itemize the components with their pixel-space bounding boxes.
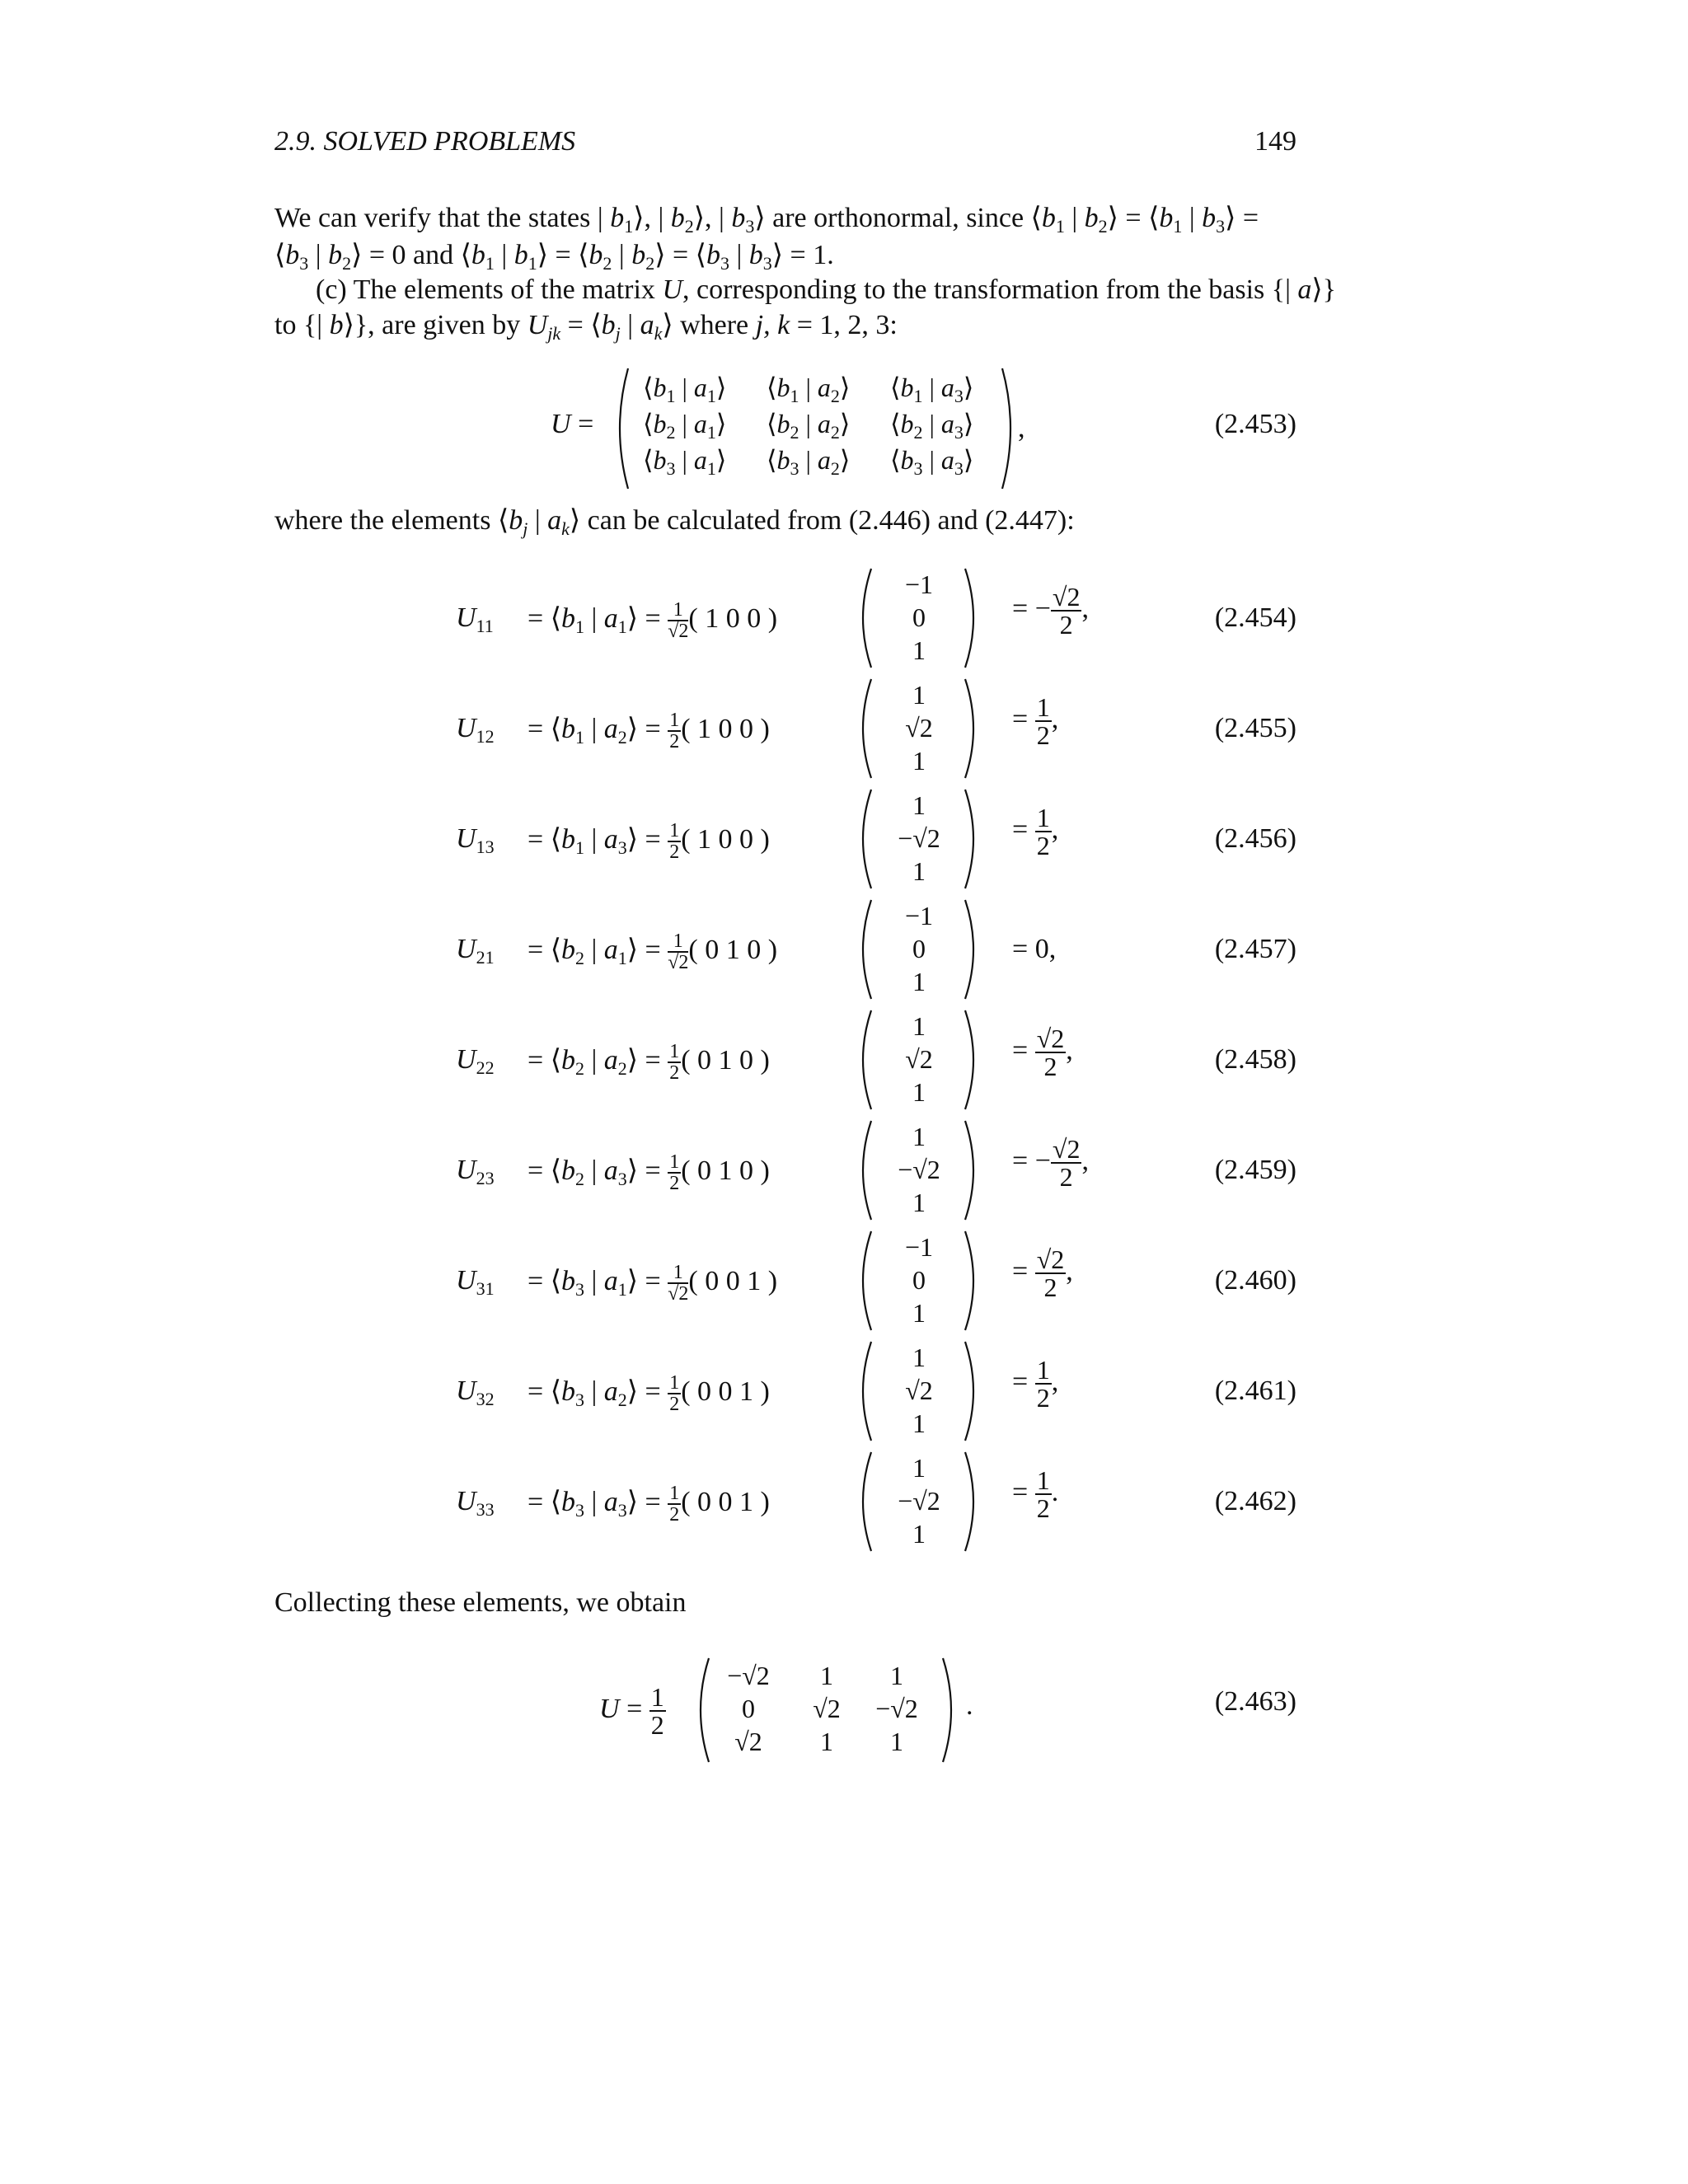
fraction: $\frac{√2}{2}$ [1036,1024,1065,1081]
coefficient: $\frac{1}{√2}$ [668,930,689,973]
matrix-cell: 1 [890,1661,903,1690]
paragraph-part-c: (c) The elements of the matrix U, corresponding to the transformation from the basis {| a⟩} [316,274,1336,305]
matrix-cell: 1 [820,1661,833,1690]
row-vector: ( 0 1 0 ) [688,934,778,965]
element-result: = − $\frac{√2}{2}$ , [1012,1134,1089,1192]
left-paren [853,1009,874,1111]
element-lhs: = $⟨b_2$ | $a_2⟩$ = $\frac{1}{2}$ ( 0 1 0 ) [528,1041,770,1084]
right-paren [962,677,983,780]
vector-entry: 1 [912,1011,926,1041]
element-result: = $\frac{√2}{2}$ , [1012,1244,1073,1302]
element-result: = $\frac{1}{2}$ , [1012,803,1059,860]
fraction: $\frac{√2}{2}$ [1052,1134,1081,1192]
column-vector [853,898,985,1001]
vector-entry: 1 [912,1519,926,1549]
equation-number: (2.454) [1214,602,1296,633]
element-lhs: = $⟨b_1$ | $a_1⟩$ = $\frac{1}{√2}$ ( 1 0 0 ) [528,599,778,642]
fraction: $\frac{1}{2}$ [669,1483,680,1526]
row-vector: ( 0 0 1 ) [681,1486,770,1517]
braket: $⟨b_2$ | $a_2⟩$ [767,409,851,443]
right-paren [962,1451,983,1553]
element-lhs: = $⟨b_1$ | $a_3⟩$ = $\frac{1}{2}$ ( 1 0 0 ) [528,820,770,863]
coefficient: $\frac{1}{√2}$ [668,599,689,642]
vector-entry: −1 [904,569,934,599]
braket: $⟨b_3$ | $a_2⟩$ [550,1376,639,1410]
element-label: $U_{22}$ [456,1044,495,1078]
vector-entry: 1 [912,1122,926,1151]
equation-number: (2.459) [1214,1155,1296,1185]
element-result: = $\frac{√2}{2}$ , [1012,1024,1073,1081]
vector-entry: 1 [912,856,926,886]
left-paren [853,567,874,669]
vector-entry: 1 [912,1408,926,1438]
element-lhs: = $⟨b_2$ | $a_1⟩$ = $\frac{1}{√2}$ ( 0 1 0 ) [528,930,778,973]
column-vector [853,1009,985,1111]
braket: $⟨b_1$ | $a_3⟩$ [550,823,639,858]
vector-entry: 1 [912,1453,926,1483]
vector-entry: 0 [912,602,926,632]
left-paren [691,1657,712,1764]
left-paren [853,1119,874,1221]
equation-number: (2.453) [1214,409,1296,439]
left-paren [853,1451,874,1553]
vector-entry: √2 [905,1376,933,1405]
vector-entry: √2 [905,1044,933,1074]
matrix-cell: −√2 [875,1694,918,1723]
braket: $⟨b_1$ | $a_1⟩$ [550,602,639,637]
braket: $⟨b_1$ | $a_2⟩$ [550,713,639,748]
paragraph-orthonormal-line2: $⟨b_3$ | $b_2⟩ = 0$ and $⟨b_1$ | $b_1⟩$ = $⟨b_2$ | $b_2⟩$ = $⟨b_3$ | $b_3⟩ = 1$. [274,240,834,274]
equation-number: (2.461) [1214,1376,1296,1406]
right-paren [962,1230,983,1332]
vector-entry: −1 [904,1232,934,1262]
right-paren [962,1119,983,1221]
column-vector [853,1119,985,1221]
matrix-cell: 1 [820,1727,833,1756]
column-vector [853,567,985,669]
row-vector: ( 1 0 0 ) [681,713,770,744]
right-paren [940,1657,961,1764]
right-paren [962,1340,983,1442]
matrix-cell [890,408,973,443]
vector-entry: 1 [912,1077,926,1107]
matrix-cell [643,408,726,443]
fraction: $\frac{1}{2}$ [669,1372,680,1415]
vector-entry: 0 [912,934,926,963]
equation-number: (2.460) [1214,1265,1296,1296]
column-vector [853,1230,985,1332]
coefficient: $\frac{1}{√2}$ [668,1262,689,1305]
fraction: $\frac{1}{2}$ [1036,1465,1050,1523]
left-paren [853,898,874,1001]
right-paren [962,788,983,890]
element-lhs: = $⟨b_3$ | $a_2⟩$ = $\frac{1}{2}$ ( 0 0 1 ) [528,1372,770,1415]
left-paren [853,788,874,890]
braket: $⟨b_2$ | $a_3⟩$ [550,1155,639,1189]
braket: $⟨b_3$ | $a_3⟩$ [890,445,974,479]
matrix-cell: √2 [813,1694,841,1723]
element-label: $U_{21}$ [456,934,495,968]
row-vector: ( 1 0 0 ) [681,823,770,855]
braket: $⟨b_1$ | $a_2⟩$ [767,373,851,406]
vector-entry: −√2 [898,1155,940,1184]
right-paren [962,898,983,1001]
braket: $⟨b_1$ | $a_3⟩$ [890,373,974,406]
element-label: $U_{11}$ [456,602,494,636]
matrix-cell: 1 [890,1727,903,1756]
vector-entry: 1 [912,1343,926,1372]
vector-entry: −√2 [898,823,940,853]
equation-number: (2.463) [1214,1686,1296,1717]
matrix-cell [643,444,726,480]
vector-entry: 1 [912,746,926,776]
braket: $⟨b_1$ | $a_1⟩$ [643,373,727,406]
column-vector [853,677,985,780]
vector-entry: −√2 [898,1486,940,1516]
vector-entry: 0 [912,1265,926,1295]
row-vector: ( 0 1 0 ) [681,1155,770,1186]
left-paren [853,677,874,780]
matrix-u-symbolic [610,367,1022,490]
element-label: $U_{23}$ [456,1155,495,1188]
prefactor-fraction: $\frac{1}{2}$ [650,1682,664,1740]
final-matrix-lhs: U = $\frac{1}{2}$ [599,1682,664,1740]
matrix-cell: √2 [734,1727,762,1756]
vector-entry: 1 [912,1298,926,1328]
vector-entry: 1 [912,967,926,996]
equation-number: (2.456) [1214,823,1296,854]
fraction: $\frac{1}{2}$ [1036,692,1050,750]
vector-entry: 1 [912,680,926,710]
page-number: 149 [1254,126,1296,157]
row-vector: ( 1 0 0 ) [688,602,778,634]
fraction: $\frac{1}{2}$ [669,710,680,752]
matrix-u-label: U = [551,409,594,439]
fraction: $\frac{1}{2}$ [669,820,680,863]
braket: $⟨b_3$ | $a_3⟩$ [550,1486,639,1521]
matrix-cell: 0 [742,1694,755,1723]
collecting-line: Collecting these elements, we obtain [274,1587,687,1618]
matrix-cell [643,372,726,407]
element-label: $U_{13}$ [456,823,495,857]
column-vector [853,1340,985,1442]
matrix-cell [767,372,850,407]
vector-entry: −1 [904,901,934,930]
element-label: $U_{33}$ [456,1486,495,1520]
right-paren [962,567,983,669]
matrix-cell [890,372,973,407]
matrix-cell [890,444,973,480]
fraction: $\frac{1}{2}$ [1036,803,1050,860]
left-paren [610,367,631,490]
left-paren [853,1340,874,1442]
equation-number: (2.455) [1214,713,1296,743]
element-lhs: = $⟨b_3$ | $a_3⟩$ = $\frac{1}{2}$ ( 0 0 1 ) [528,1483,770,1526]
braket: $⟨b_3$ | $a_2⟩$ [767,445,851,479]
element-result: = − $\frac{√2}{2}$ , [1012,582,1089,640]
element-label: $U_{32}$ [456,1376,495,1409]
final-matrix [691,1657,963,1764]
element-result: = 0, [1012,934,1057,964]
vector-entry: √2 [905,713,933,743]
vector-entry: 1 [912,1188,926,1217]
equation-number: (2.457) [1214,934,1296,964]
matrix-cell: −√2 [727,1661,770,1690]
row-vector: ( 0 0 1 ) [681,1376,770,1407]
element-label: $U_{31}$ [456,1265,495,1299]
fraction: $\frac{√2}{2}$ [1052,582,1081,640]
braket: $⟨b_2$ | $a_1⟩$ [550,934,639,968]
paragraph-part-c-line2: to {| b⟩}, are given by $U_{jk}$ = $⟨b_j$ | $a_k⟩$ where j, k = 1, 2, 3: [274,310,898,344]
where-elements-line: where the elements $⟨b_j$ | $a_k⟩$ can be calculated from (2.446) and (2.447): [274,505,1075,539]
fraction: $\frac{1}{2}$ [669,1041,680,1084]
right-paren [962,1009,983,1111]
braket: $⟨b_2$ | $a_2⟩$ [550,1044,639,1079]
row-vector: ( 0 0 1 ) [688,1265,778,1296]
element-result: = $\frac{1}{2}$ , [1012,1355,1059,1413]
fraction: $\frac{√2}{2}$ [1036,1244,1065,1302]
element-lhs: = $⟨b_2$ | $a_3⟩$ = $\frac{1}{2}$ ( 0 1 0 ) [528,1151,770,1194]
equation-number: (2.462) [1214,1486,1296,1516]
element-result: = $\frac{1}{2}$ , [1012,692,1059,750]
braket: $⟨b_2$ | $a_3⟩$ [890,409,974,443]
element-lhs: = $⟨b_3$ | $a_1⟩$ = $\frac{1}{√2}$ ( 0 0 1 ) [528,1262,778,1305]
column-vector [853,788,985,890]
element-label: $U_{12}$ [456,713,495,747]
braket: $⟨b_3$ | $a_1⟩$ [643,445,727,479]
paragraph-orthonormal: We can verify that the states | $b_1⟩$, | $b_2⟩$, | $b_3⟩$ are orthonormal, since $⟨b_1$ | $b_2⟩$ = $⟨b_1$ | $b_3⟩$ = [274,203,1259,237]
column-vector [853,1451,985,1553]
fraction: $\frac{1}{2}$ [669,1151,680,1194]
matrix-cell [767,444,850,480]
running-head: 2.9. SOLVED PROBLEMS [274,126,576,157]
vector-entry: 1 [912,790,926,820]
row-vector: ( 0 1 0 ) [681,1044,770,1076]
element-result: = $\frac{1}{2}$ . [1012,1465,1059,1523]
element-lhs: = $⟨b_1$ | $a_2⟩$ = $\frac{1}{2}$ ( 1 0 0 ) [528,710,770,752]
left-paren [853,1230,874,1332]
equation-number: (2.458) [1214,1044,1296,1075]
braket: $⟨b_3$ | $a_1⟩$ [550,1265,639,1300]
fraction: $\frac{1}{2}$ [1036,1355,1050,1413]
vector-entry: 1 [912,635,926,665]
braket: $⟨b_2$ | $a_1⟩$ [643,409,727,443]
matrix-cell [767,408,850,443]
